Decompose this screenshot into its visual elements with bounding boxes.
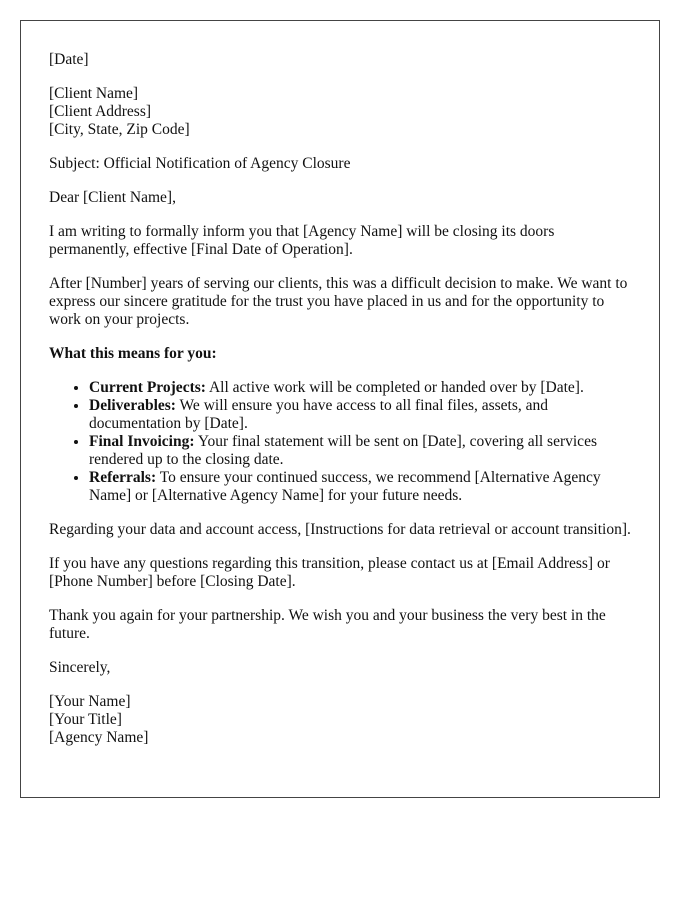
recipient-address: [Client Address]: [49, 103, 152, 120]
recipient-name: [Client Name]: [49, 85, 139, 102]
paragraph-data-access: Regarding your data and account access, [Instructions for data retrieval or account transition].: [49, 521, 631, 538]
list-item-deliverables: [89, 397, 631, 433]
list-item-referrals: [89, 469, 631, 505]
paragraph-gratitude: After [Number] years of serving our clients, this was a difficult decision to make. We want to express our sincere gratitude for the trust you have placed in us and for the opportunity to work on your projects.: [49, 275, 628, 328]
list-item-current-projects: [89, 379, 631, 397]
paragraph-contact: If you have any questions regarding this transition, please contact us at [Email Address] or [Phone Number] before [Closing Date].: [49, 555, 610, 590]
list-item-label: Deliverables:: [89, 397, 176, 414]
implications-list: [49, 379, 631, 505]
section-heading: What this means for you:: [49, 345, 217, 362]
signature-agency: [Agency Name]: [49, 729, 149, 746]
list-item-label: Referrals:: [89, 469, 157, 486]
list-item-final-invoicing: [89, 433, 631, 469]
letter-document: [20, 20, 660, 798]
list-item-text: We will ensure you have access to all final files, assets, and documentation by [Date].: [89, 397, 549, 432]
list-item-label: Final Invoicing:: [89, 433, 195, 450]
paragraph-announcement: I am writing to formally inform you that [Agency Name] will be closing its doors permanently, effective [Final Date of Operation].: [49, 223, 555, 258]
signature-block: [49, 693, 631, 747]
list-item-text: All active work will be completed or handed over by [Date].: [205, 379, 584, 396]
recipient-city-state-zip: [City, State, Zip Code]: [49, 121, 190, 138]
sign-off: Sincerely,: [49, 659, 111, 676]
signature-title: [Your Title]: [49, 711, 122, 728]
list-item-label: Current Projects:: [89, 379, 206, 396]
letter-date: [Date]: [49, 51, 89, 68]
paragraph-thanks: Thank you again for your partnership. We wish you and your business the very best in the future.: [49, 607, 606, 642]
list-item-text: Your final statement will be sent on [Date], covering all services rendered up to the closing date.: [89, 433, 597, 468]
recipient-address-block: [49, 85, 631, 139]
letter-subject: Subject: Official Notification of Agency Closure: [49, 155, 351, 172]
signature-name: [Your Name]: [49, 693, 131, 710]
list-item-text: To ensure your continued success, we recommend [Alternative Agency Name] or [Alternative Agency Name] for your future needs.: [89, 469, 601, 504]
letter-salutation: Dear [Client Name],: [49, 189, 176, 206]
